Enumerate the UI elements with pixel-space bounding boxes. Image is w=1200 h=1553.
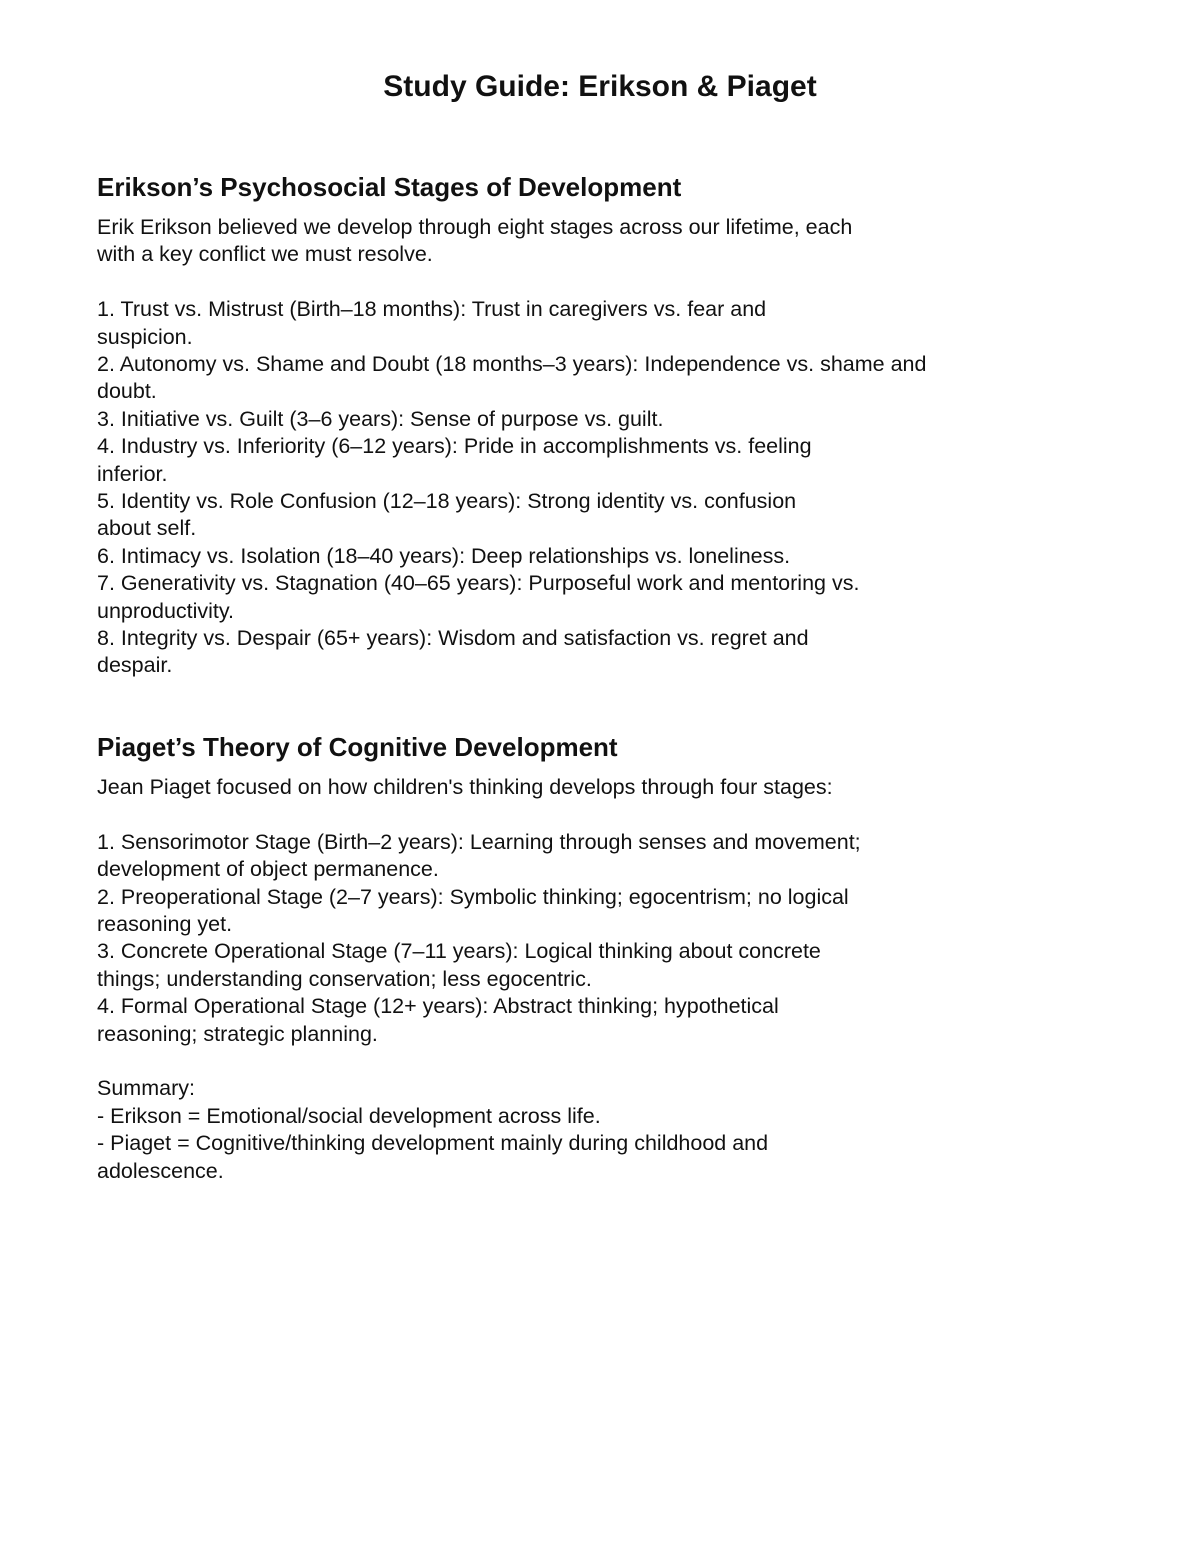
document-body	[97, 168, 1037, 1185]
piaget-intro	[97, 774, 1037, 801]
erikson-stage-line: despair.	[97, 653, 173, 678]
piaget-heading: Piaget’s Theory of Cognitive Development	[97, 731, 618, 762]
piaget-stage-line: 3. Concrete Operational Stage (7–11 years): Logical thinking about concrete	[97, 939, 821, 964]
erikson-heading: Erikson’s Psychosocial Stages of Development	[97, 172, 682, 202]
erikson-stage-line: 4. Industry vs. Inferiority (6–12 years): Pride in accomplishments vs. feeling	[97, 434, 812, 459]
erikson-stage-line: 7. Generativity vs. Stagnation (40–65 years): Purposeful work and mentoring vs.	[97, 571, 860, 596]
erikson-stage-line: 6. Intimacy vs. Isolation (18–40 years): Deep relationships vs. loneliness.	[97, 543, 791, 568]
piaget-stage-line: reasoning yet.	[97, 911, 233, 936]
summary-line: - Erikson = Emotional/social development across life.	[97, 1103, 601, 1128]
erikson-stage-line: about self.	[97, 516, 197, 541]
erikson-stage-line: 1. Trust vs. Mistrust (Birth–18 months): Trust in caregivers vs. fear and	[97, 297, 767, 322]
piaget-stage-line: development of object permanence.	[97, 857, 439, 882]
piaget-stage-line: reasoning; strategic planning.	[97, 1021, 378, 1046]
document-title: Study Guide: Erikson & Piaget	[383, 70, 817, 103]
summary-label: Summary:	[97, 1076, 195, 1101]
piaget-stage-line: 2. Preoperational Stage (2–7 years): Symbolic thinking; egocentrism; no logical	[97, 884, 849, 909]
erikson-stage-line: 2. Autonomy vs. Shame and Doubt (18 months–3 years): Independence vs. shame and	[97, 352, 927, 377]
section-divider-space	[97, 680, 1037, 728]
spacer	[97, 1048, 1037, 1075]
erikson-intro-line: with a key conflict we must resolve.	[97, 242, 433, 267]
piaget-stage-line: 4. Formal Operational Stage (12+ years): Abstract thinking; hypothetical	[97, 994, 779, 1019]
spacer	[97, 269, 1037, 296]
erikson-stage-line: unproductivity.	[97, 598, 235, 623]
summary-line: - Piaget = Cognitive/thinking development mainly during childhood and	[97, 1131, 769, 1156]
erikson-intro	[97, 214, 1037, 269]
piaget-stage-list	[97, 829, 1037, 1048]
erikson-stage-list	[97, 296, 1037, 680]
summary-line: adolescence.	[97, 1158, 224, 1183]
erikson-intro-line: Erik Erikson believed we develop through eight stages across our lifetime, each	[97, 215, 853, 239]
piaget-section	[97, 728, 1037, 1185]
erikson-stage-line: 8. Integrity vs. Despair (65+ years): Wisdom and satisfaction vs. regret and	[97, 626, 809, 651]
erikson-stage-line: 5. Identity vs. Role Confusion (12–18 years): Strong identity vs. confusion	[97, 489, 797, 514]
erikson-stage-line: inferior.	[97, 461, 168, 486]
spacer	[97, 801, 1037, 828]
erikson-stage-line: suspicion.	[97, 324, 193, 349]
summary-block	[97, 1075, 1037, 1185]
erikson-stage-line: doubt.	[97, 379, 157, 404]
piaget-stage-line: things; understanding conservation; less egocentric.	[97, 966, 592, 991]
piaget-intro-line: Jean Piaget focused on how children's thinking develops through four stages:	[97, 774, 833, 799]
erikson-section	[97, 168, 1037, 680]
piaget-stage-line: 1. Sensorimotor Stage (Birth–2 years): Learning through senses and movement;	[97, 829, 861, 854]
erikson-stage-line: 3. Initiative vs. Guilt (3–6 years): Sense of purpose vs. guilt.	[97, 406, 664, 431]
